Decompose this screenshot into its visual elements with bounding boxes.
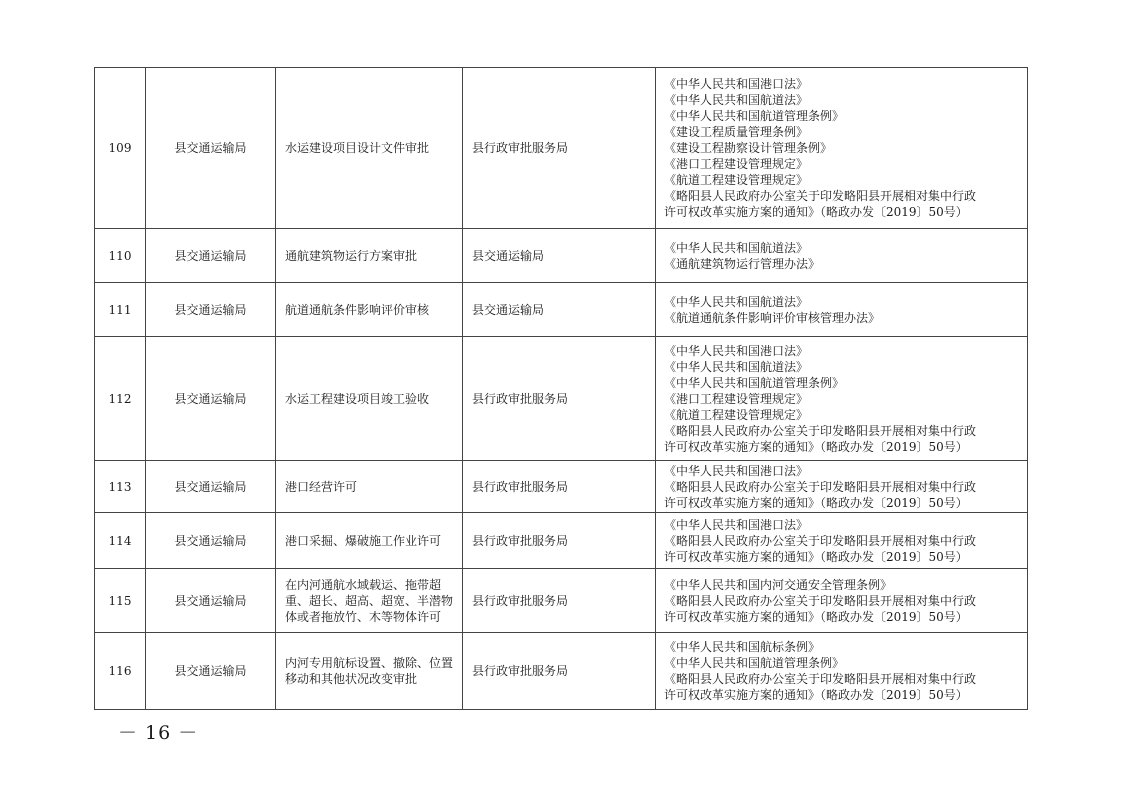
legal-basis-line: 许可权改革实施方案的通知》（略政办发〔2019〕50号） [664,688,968,702]
legal-basis-cell [656,633,1028,710]
legal-basis-line: 《中华人民共和国航标条例》 [664,640,821,654]
row-number: 111 [95,283,146,337]
legal-basis-cell [656,337,1028,461]
legal-basis-line: 《港口工程建设管理规定》 [664,391,809,406]
approving-authority-cell: 县行政审批服务局 [463,513,656,569]
permit-item-cell: 港口经营许可 [276,461,463,513]
department-cell: 县交通运输局 [146,283,276,337]
table-row [95,68,1028,229]
permit-item-cell: 通航建筑物运行方案审批 [276,229,463,283]
approving-authority-cell: 县交通运输局 [463,229,656,283]
table-row [95,513,1028,569]
legal-basis-line: 《港口工程建设管理规定》 [664,157,809,171]
legal-basis-line: 《略阳县人民政府办公室关于印发略阳县开展相对集中行政 [664,672,977,686]
legal-basis-cell [656,569,1028,633]
approving-authority-cell: 县行政审批服务局 [463,337,656,461]
table-body [95,68,1028,710]
legal-basis-line: 许可权改革实施方案的通知》（略政办发〔2019〕50号） [664,439,968,454]
approving-authority-cell: 县行政审批服务局 [463,68,656,229]
legal-basis-line: 许可权改革实施方案的通知》（略政办发〔2019〕50号） [664,609,968,624]
permit-item-cell: 港口采掘、爆破施工作业许可 [276,513,463,569]
legal-basis-cell [656,461,1028,513]
table-row [95,337,1028,461]
permit-item-cell: 水运建设项目设计文件审批 [276,68,463,229]
legal-basis-line: 《中华人民共和国港口法》 [664,517,809,532]
legal-basis-line: 《建设工程质量管理条例》 [664,125,809,139]
department-cell: 县交通运输局 [146,633,276,710]
table-row [95,229,1028,283]
legal-basis-line: 《建设工程勘察设计管理条例》 [664,141,833,155]
legal-basis-line: 《略阳县人民政府办公室关于印发略阳县开展相对集中行政 [664,479,977,494]
legal-basis-line: 《中华人民共和国港口法》 [664,463,809,478]
legal-basis-cell [656,513,1028,569]
legal-basis-line: 《略阳县人民政府办公室关于印发略阳县开展相对集中行政 [664,189,977,203]
legal-basis-line: 《中华人民共和国航道法》 [664,93,809,107]
table-row [95,283,1028,337]
permit-item-cell: 在内河通航水域载运、拖带超重、超长、超高、超宽、半潜物体或者拖放竹、木等物体许可 [276,569,463,633]
department-cell: 县交通运输局 [146,229,276,283]
legal-basis-cell [656,283,1028,337]
legal-basis-line: 《中华人民共和国航道法》 [664,240,809,255]
permit-item-cell: 水运工程建设项目竣工验收 [276,337,463,461]
legal-basis-line: 《中华人民共和国航道管理条例》 [664,656,845,670]
row-number: 109 [95,68,146,229]
legal-basis-line: 《略阳县人民政府办公室关于印发略阳县开展相对集中行政 [664,593,977,608]
page-number: － 16 － [118,722,199,744]
legal-basis-line: 许可权改革实施方案的通知》（略政办发〔2019〕50号） [664,495,968,510]
legal-basis-line: 《航道工程建设管理规定》 [664,407,809,422]
row-number: 115 [95,569,146,633]
row-number: 112 [95,337,146,461]
table-row [95,569,1028,633]
row-number: 113 [95,461,146,513]
legal-basis-line: 《中华人民共和国航道管理条例》 [664,375,845,390]
approving-authority-cell: 县行政审批服务局 [463,569,656,633]
department-cell: 县交通运输局 [146,569,276,633]
legal-basis-line: 《航道通航条件影响评价审核管理办法》 [664,310,881,325]
approving-authority-cell: 县行政审批服务局 [463,633,656,710]
legal-basis-line: 许可权改革实施方案的通知》（略政办发〔2019〕50号） [664,205,968,219]
permit-item-cell: 航道通航条件影响评价审核 [276,283,463,337]
row-number: 114 [95,513,146,569]
department-cell: 县交通运输局 [146,513,276,569]
approving-authority-cell: 县行政审批服务局 [463,461,656,513]
legal-basis-line: 《中华人民共和国内河交通安全管理条例》 [664,577,893,592]
legal-basis-line: 《中华人民共和国航道管理条例》 [664,109,845,123]
department-cell: 县交通运输局 [146,461,276,513]
legal-basis-line: 《通航建筑物运行管理办法》 [664,256,821,271]
permit-item-cell: 内河专用航标设置、撤除、位置移动和其他状况改变审批 [276,633,463,710]
legal-basis-cell [656,229,1028,283]
legal-basis-line: 《中华人民共和国航道法》 [664,359,809,374]
legal-basis-cell [656,68,1028,229]
row-number: 110 [95,229,146,283]
approving-authority-cell: 县交通运输局 [463,283,656,337]
legal-basis-line: 《中华人民共和国港口法》 [664,77,809,91]
permit-table [94,67,1028,710]
row-number: 116 [95,633,146,710]
legal-basis-line: 《略阳县人民政府办公室关于印发略阳县开展相对集中行政 [664,423,977,438]
table-row [95,461,1028,513]
legal-basis-line: 《航道工程建设管理规定》 [664,173,809,187]
table-row [95,633,1028,710]
legal-basis-line: 《中华人民共和国港口法》 [664,343,809,358]
department-cell: 县交通运输局 [146,337,276,461]
department-cell: 县交通运输局 [146,68,276,229]
legal-basis-line: 《中华人民共和国航道法》 [664,294,809,309]
legal-basis-line: 许可权改革实施方案的通知》（略政办发〔2019〕50号） [664,549,968,564]
legal-basis-line: 《略阳县人民政府办公室关于印发略阳县开展相对集中行政 [664,533,977,548]
